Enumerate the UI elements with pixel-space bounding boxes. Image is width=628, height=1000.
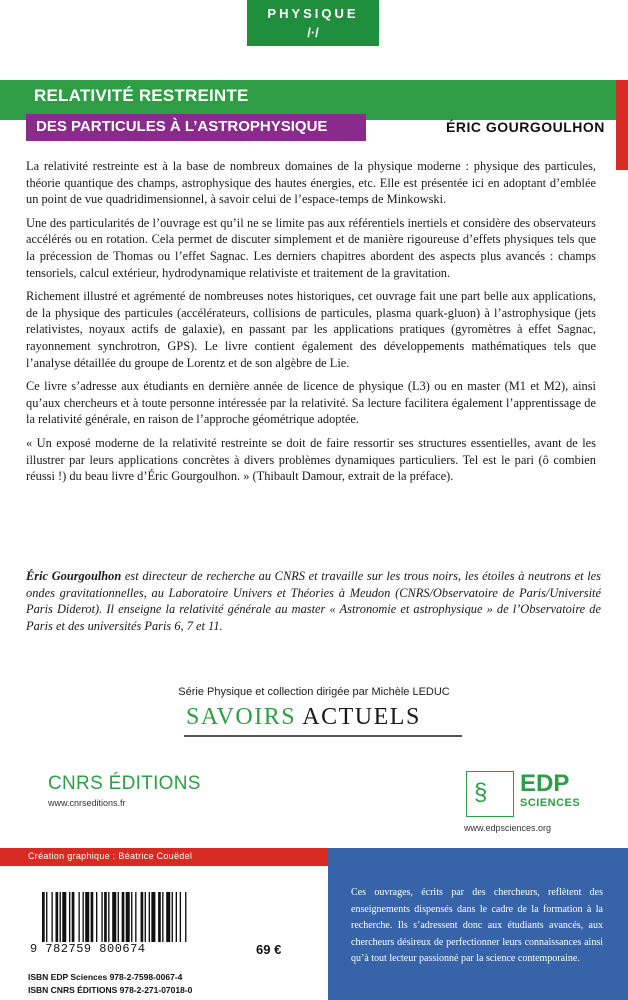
collection-label: PHYSIQUE xyxy=(267,6,359,21)
barcode-number: 9 782759 800674 xyxy=(30,942,250,956)
bio-author-name: Éric Gourgoulhon xyxy=(26,569,122,583)
description-paragraph: Ce livre s’adresse aux étudiants en dernière année de licence de physique (L3) ou en master (M1 et M2), ainsi qu’aux chercheurs et à toute personne intéressée par la relativité. Sa lecture facilitera également l’apprentissage de la relativité générale, en raison de l’approche géométrique adoptée. xyxy=(26,379,596,427)
author-name: ÉRIC GOURGOULHON xyxy=(446,119,605,135)
brand-underline xyxy=(184,735,462,737)
book-subtitle: DES PARTICULES À L’ASTROPHYSIQUE xyxy=(36,118,328,135)
bio-text: est directeur de recherche au CNRS et travaille sur les trous noirs, les étoiles à neutrons et les ondes gravitationnelles, au Laboratoire Univers et Théories à Meudon (CNRS/Observatoire de Paris/Université Paris Diderot). Il enseigne la relativité générale au master « Astronomie et astrophysique » de l’Observatoire de Paris et des universités Paris 6, 7 et 11. xyxy=(26,569,601,633)
edp-logo: EDP xyxy=(520,770,570,797)
series-line: Série Physique et collection dirigée par Michèle LEDUC xyxy=(178,686,450,698)
barcode-bar xyxy=(56,892,59,942)
barcode-bar xyxy=(166,892,170,942)
barcode-bar xyxy=(51,892,52,942)
isbn-cnrs: ISBN CNRS ÉDITIONS 978-2-271-07018-0 xyxy=(28,985,193,995)
collection-badge xyxy=(247,0,379,46)
brand-part-savoirs: SAVOIRS xyxy=(186,704,297,730)
edp-url: www.edpsciences.org xyxy=(464,823,552,833)
barcode-bar xyxy=(46,892,47,942)
description-paragraph: Richement illustré et agrémenté de nombreuses notes historiques, cet ouvrage fait une part belle aux applications, de la physique des particules (accélérateurs, collisions de particules, plasma quark-gluon) à l’astrophysique (jets relativistes, noyaux actifs de galaxie), en passant par les applications pratiques (gyromètres à effet Sagnac, rayonnement synchrotron, GPS). Le livre contient également des développements mathématiques tels que l’analyse détaillée du groupe de Lorentz et de son algèbre de Lie. xyxy=(26,289,596,370)
barcode-bar xyxy=(118,892,119,942)
barcode-bar xyxy=(185,892,186,942)
barcode-bar xyxy=(62,892,66,942)
barcode-bar xyxy=(162,892,163,942)
barcode-bar xyxy=(101,892,102,942)
barcode-bar xyxy=(149,892,150,942)
barcode-bar xyxy=(42,892,45,942)
barcode-bar xyxy=(91,892,94,942)
isbn-edp: ISBN EDP Sciences 978-2-7598-0067-4 xyxy=(28,972,183,982)
barcode-bar xyxy=(96,892,97,942)
barcode-bar xyxy=(112,892,116,942)
barcode-bar xyxy=(135,892,136,942)
edp-sciences-label: SCIENCES xyxy=(520,797,581,809)
barcode-bar xyxy=(60,892,61,942)
barcode-bar xyxy=(172,892,173,942)
collection-brand xyxy=(186,704,421,731)
barcode-bar xyxy=(131,892,132,942)
brand-part-actuels: ACTUELS xyxy=(296,704,421,730)
description-paragraph: Une des particularités de l’ouvrage est qu’il ne se limite pas aux référentiels inertiels et considère des observateurs accélérés ou en rotation. Cela permet de discuter simplement et de manière rigoureuse d’effets physiques tels que la précession de Thomas ou l’effet Sagnac. Les derniers chapitres abordent des aspects plus avancés : champs tensoriels, calcul extérieur, hydrodynamique relativiste et traitement de la gravitation. xyxy=(26,215,596,280)
barcode-bar xyxy=(85,892,89,942)
preface-quote: « Un exposé moderne de la relativité restreinte se doit de faire ressortir ses structures essentielles, avant de les illustrer par leurs applications concrètes à divers problèmes dynamiques particuliers. Tel est le pari (ô combien réussi !) du beau livre d’Éric Gourgoulhon. » (Thibault Damour, extrait de la préface). xyxy=(26,435,596,484)
barcode-bar xyxy=(78,892,79,942)
author-bio xyxy=(26,568,601,634)
cnrs-url: www.cnrseditions.fr xyxy=(48,798,126,808)
barcode-bar xyxy=(104,892,107,942)
design-credit: Création graphique : Béatrice Couëdel xyxy=(28,851,193,861)
barcode-bar xyxy=(83,892,84,942)
barcode-bar xyxy=(126,892,130,942)
cnrs-editions-logo: CNRS ÉDITIONS xyxy=(48,773,201,794)
barcode-bar xyxy=(145,892,146,942)
price: 69 € xyxy=(256,942,282,957)
barcode-bar xyxy=(72,892,75,942)
description-paragraph: La relativité restreinte est à la base de nombreux domaines de la physique moderne : physique des particules, théorie quantique des champs, astrophysique des hautes énergies, etc. Elle est présentée ici en adoptant d’emblée un point de vue quadridimensionnel, à savoir celui de l’espace-temps de Minkowski. xyxy=(26,159,596,207)
barcode-bar xyxy=(108,892,109,942)
back-cover-description xyxy=(26,158,596,492)
barcode-bar xyxy=(151,892,155,942)
barcode-bar xyxy=(122,892,125,942)
barcode-bar xyxy=(176,892,177,942)
barcode-bar xyxy=(158,892,161,942)
barcode-bar xyxy=(141,892,144,942)
red-accent-strip xyxy=(616,80,628,170)
collection-blurb: Ces ouvrages, écrits par des chercheurs, reflètent des enseignements dispensés dans le cadre de la formation à la recherche. Ils s’adressent donc aux étudiants avancés, aux chercheurs désireux de perfectionner leurs connaissances ainsi qu’à tout lecteur passionné par la science contemporaine. xyxy=(351,887,603,964)
collection-mark: /·/ xyxy=(307,25,319,40)
barcode-bars xyxy=(38,892,246,942)
barcode-bar xyxy=(180,892,181,942)
edp-swirl-icon: § xyxy=(474,779,488,806)
book-title: RELATIVITÉ RESTREINTE xyxy=(34,86,249,105)
barcode-bar xyxy=(69,892,70,942)
barcode xyxy=(38,892,246,968)
